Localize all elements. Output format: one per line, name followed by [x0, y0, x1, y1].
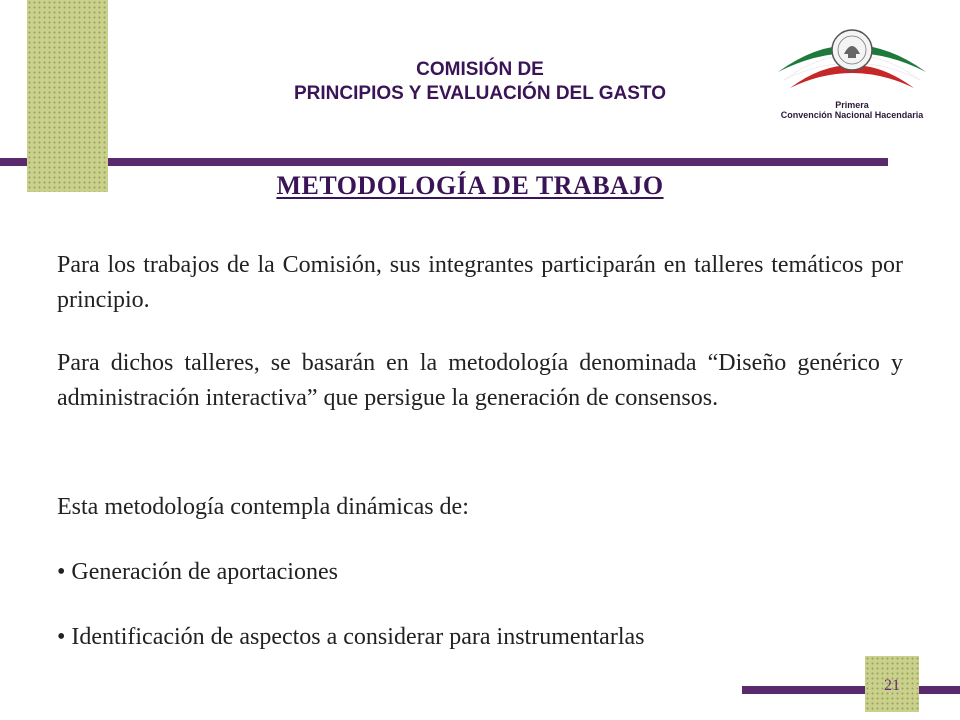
header-divider	[108, 158, 888, 166]
paragraph-methodology: Para dichos talleres, se basarán en la metodología denominada “Diseño genérico y administración interactiva” que persigue la generación de consensos.	[57, 350, 903, 411]
header-line-2: PRINCIPIOS Y EVALUACIÓN DEL GASTO	[294, 83, 666, 104]
slide-title: METODOLOGÍA DE TRABAJO	[276, 171, 664, 200]
paragraph-dynamics-intro: Esta metodología contempla dinámicas de:	[57, 494, 469, 520]
commission-header	[230, 58, 730, 106]
bullet-identification: • Identificación de aspectos a considerar para instrumentarlas	[57, 624, 645, 650]
convention-logo	[768, 24, 936, 124]
paragraph-workshops: Para los trabajos de la Comisión, sus integrantes participarán en talleres temáticos por principio.	[57, 252, 903, 313]
page-number: 21	[884, 677, 900, 694]
footer-divider-right	[919, 686, 960, 694]
bullet-contributions: • Generación de aportaciones	[57, 559, 338, 585]
header-line-1: COMISIÓN DE	[416, 59, 544, 80]
convention-emblem-icon	[768, 24, 936, 100]
footer-divider-left	[742, 686, 865, 694]
logo-caption-convention: Convención Nacional Hacendaria	[780, 110, 924, 120]
logo-caption-primera: Primera	[835, 100, 869, 110]
header-divider-left	[0, 158, 27, 166]
decorative-pattern-block	[27, 0, 108, 192]
